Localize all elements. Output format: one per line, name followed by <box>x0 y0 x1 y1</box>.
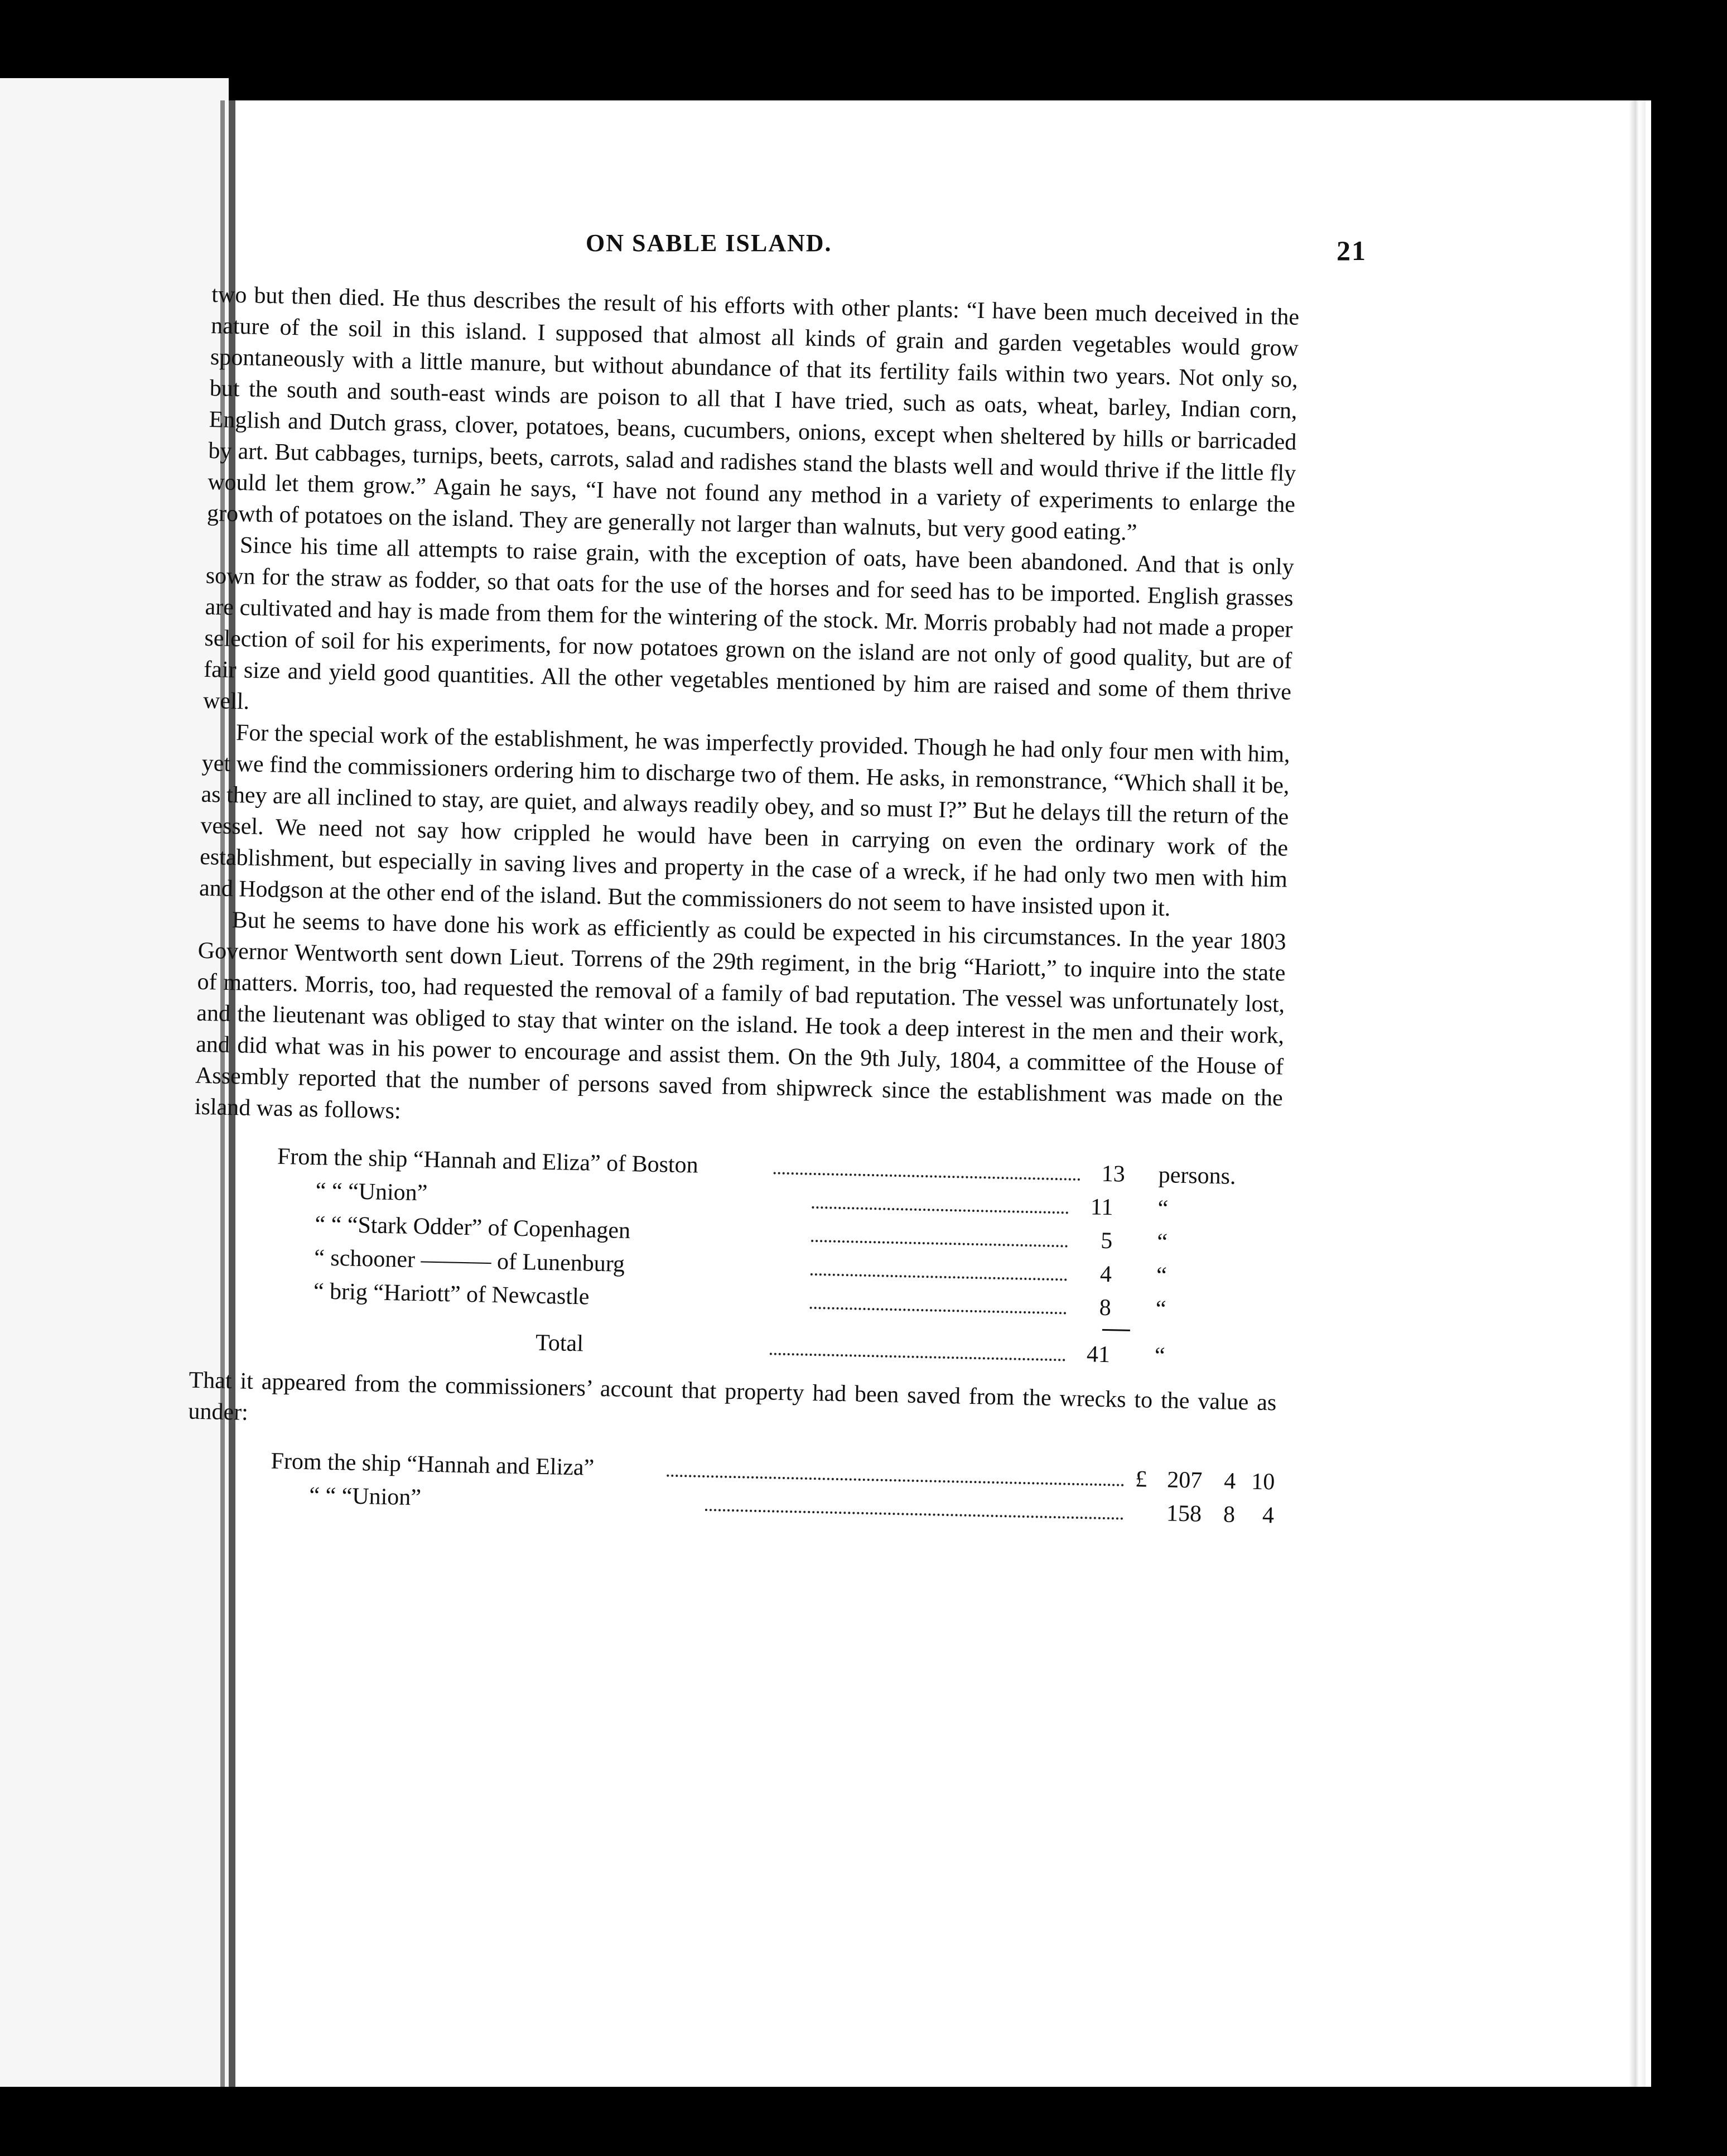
page-edge <box>1629 100 1646 2087</box>
persons-count: 5 <box>1100 1228 1113 1254</box>
running-header <box>586 229 1367 266</box>
paragraph: two but then died. He thus describes the result of his efforts with other plants: “I have been much deceived in the nature of the soil in this island. I supposed that almost all kinds of grain and garden vegetables would grow spontaneously with a little manure, but without abundance of that its fertility fails within two years. Not only so, but the south and south-east winds are poison to all that I have tried, such as oats, wheat, barley, Indian corn, English and Dutch grass, clover, potatoes, beans, cucumbers, onions, except when sheltered by hills or barricaded by art. But cabbages, turnips, beets, carrots, salad and radishes stand the blasts well and would thrive if the little fly would let them grow.” Again he says, “I have not found any method in a variety of experiments to enlarge the growth of potatoes on the island. They are generally not larger than walnuts, but very good eating.” <box>206 281 1300 546</box>
leader-dots <box>774 1172 1080 1181</box>
sum-rule <box>1102 1329 1130 1331</box>
persons-count: 8 <box>1099 1294 1112 1321</box>
leader-dots <box>810 1307 1067 1315</box>
persons-saved-table <box>190 1139 1282 1377</box>
paragraph: For the special work of the establishment, he was imperfectly provided. Though he had only four men with him, yet we find the commissioners ordering him to discharge two of them. He asks, in remonstrance, “Which shall it be, as they are all inclined to stay, are quiet, and always readily obey, and so must I?” But he delays till the return of the vessel. We need not say how crippled he would have been in carrying on even the ordinary work of the establishment, but especially in saving lives and property in the case of a wreck, if he had only two men with him and Hodgson at the other end of the island. But the commissioners do not seem to have insisted upon it. <box>199 720 1291 922</box>
ship-label: “ “ “Union” <box>315 1178 428 1206</box>
leader-dots <box>812 1206 1068 1214</box>
paragraph: That it appeared from the commissioners’ account that property had been saved from the wrecks to the value as under: <box>188 1367 1277 1426</box>
persons-count: 13 <box>1101 1161 1126 1187</box>
ship-label: From the ship “Hannah and Eliza” of Boston <box>277 1143 699 1178</box>
leader-dots <box>811 1240 1068 1248</box>
page-title: ON SABLE ISLAND. <box>586 229 832 257</box>
page-body <box>186 279 1299 1544</box>
ditto-mark: “ <box>1156 1262 1168 1289</box>
ship-label: “ brig “Hariott” of Newcastle <box>313 1278 590 1310</box>
ditto-mark: “ <box>1157 1195 1169 1222</box>
persons-unit: persons. <box>1158 1162 1237 1190</box>
ship-label: “ “ “Union” <box>308 1483 422 1511</box>
property-saved-table <box>186 1444 1275 1534</box>
ship-label: “ schooner ——— of Lunenburg <box>313 1245 625 1277</box>
shillings-value: 8 <box>1223 1502 1236 1528</box>
pounds-value: 207 <box>1166 1467 1203 1494</box>
leader-dots <box>667 1475 1124 1486</box>
facing-page <box>0 78 229 2087</box>
leader-dots <box>811 1273 1067 1281</box>
persons-count: 11 <box>1090 1194 1113 1221</box>
persons-count: 4 <box>1099 1261 1112 1288</box>
ship-label: “ “ “Stark Odder” of Copenhagen <box>315 1211 631 1244</box>
paragraph: Since his time all attempts to raise grain, with the exception of oats, have been abandoned. And that is only sown for the straw as fodder, so that oats for the use of the horses and for seed has to be imported. English grasses are cultivated and hay is made from them for the wintering of the stock. Mr. Morris probably had not made a proper selection of soil for his experiments, for now potatoes grown on the island are not only of good quality, but are of fair size and yield good quantities. All the other vegetables mentioned by him are raised and some of them thrive well. <box>202 532 1295 715</box>
total-label: Total <box>535 1330 584 1357</box>
pence-value: 4 <box>1262 1502 1275 1529</box>
page-number: 21 <box>1337 235 1367 266</box>
ship-label: From the ship “Hannah and Eliza” <box>271 1448 595 1481</box>
leader-dots <box>705 1509 1123 1520</box>
paragraph: But he seems to have done his work as efficiently as could be expected in his circumstances. In the year 1803 Governor Wentworth sent down Lieut. Torrens of the 29th regiment, in the brig “Hariott,” to inquire into the state of matters. Morris, too, had requested the removal of a family of bad reputation. The vessel was unfortunately lost, and the lieutenant was obliged to stay that winter on the island. He took a deep interest in the men and their work, and did what was in his power to encourage and assist them. On the 9th July, 1804, a committee of the House of Assembly reported that the number of persons saved from shipwreck since the establishment was made on the island was as follows: <box>194 907 1287 1124</box>
currency-symbol: £ <box>1135 1466 1147 1493</box>
ditto-mark: “ <box>1156 1229 1168 1255</box>
ditto-mark: “ <box>1154 1342 1166 1369</box>
pounds-value: 158 <box>1166 1500 1202 1527</box>
shillings-value: 4 <box>1223 1468 1236 1494</box>
leader-dots <box>770 1353 1065 1361</box>
pence-value: 10 <box>1251 1469 1275 1495</box>
total-count: 41 <box>1086 1341 1111 1368</box>
ditto-mark: “ <box>1155 1296 1166 1322</box>
